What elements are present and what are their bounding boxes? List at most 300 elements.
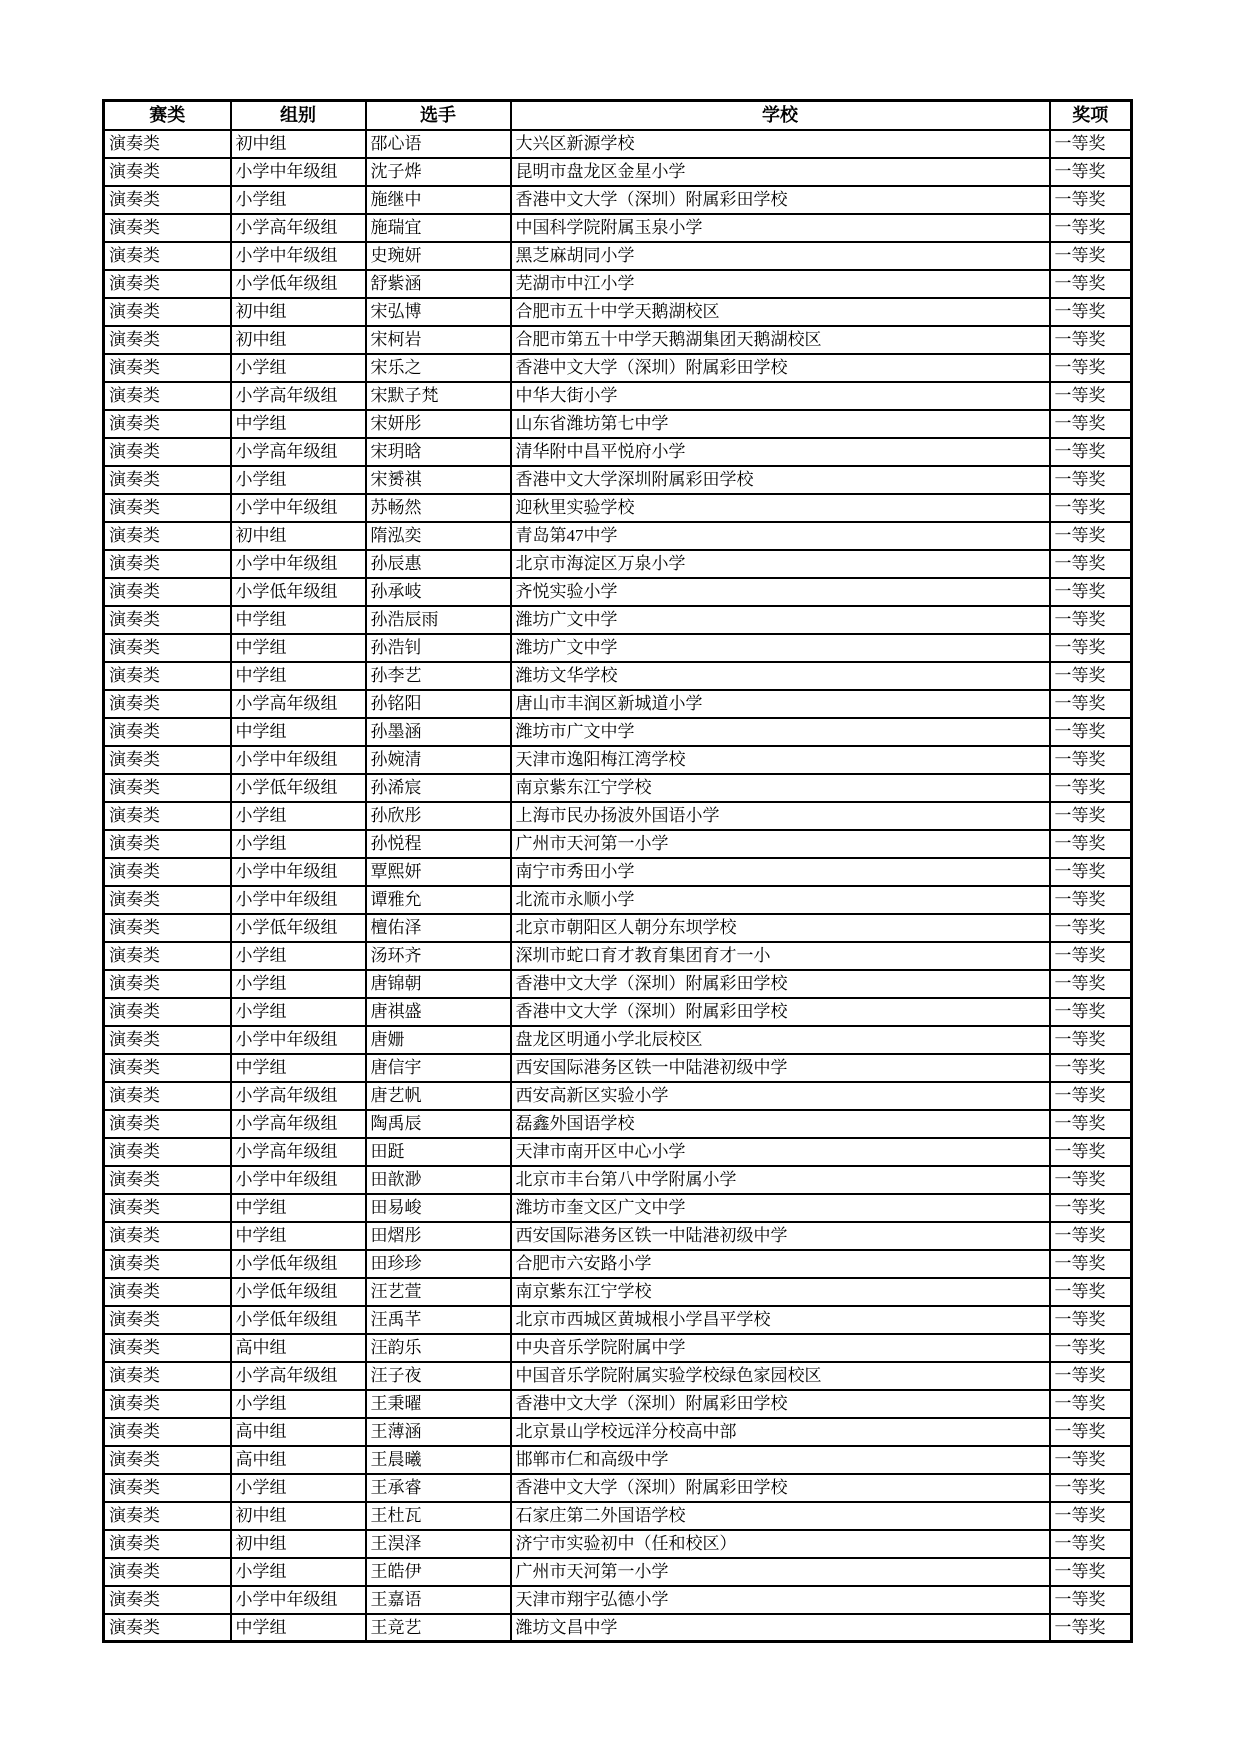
cell-award: 一等奖 (1050, 746, 1132, 774)
cell-award: 一等奖 (1050, 1614, 1132, 1642)
header-category: 赛类 (104, 101, 231, 130)
table-row (104, 494, 1132, 522)
cell-award: 一等奖 (1050, 158, 1132, 186)
table-row (104, 270, 1132, 298)
cell-contestant: 田熠彤 (366, 1222, 511, 1250)
cell-school: 香港中文大学（深圳）附属彩田学校 (511, 186, 1050, 214)
cell-award: 一等奖 (1050, 1390, 1132, 1418)
table-row (104, 1586, 1132, 1614)
table-row (104, 578, 1132, 606)
cell-category: 演奏类 (104, 998, 231, 1026)
cell-award: 一等奖 (1050, 1054, 1132, 1082)
cell-group: 小学中年级组 (231, 158, 366, 186)
cell-category: 演奏类 (104, 774, 231, 802)
cell-group: 小学中年级组 (231, 746, 366, 774)
cell-category: 演奏类 (104, 1530, 231, 1558)
cell-school: 齐悦实验小学 (511, 578, 1050, 606)
cell-contestant: 王皓伊 (366, 1558, 511, 1586)
table-row (104, 1362, 1132, 1390)
table-row (104, 186, 1132, 214)
table-row (104, 718, 1132, 746)
cell-school: 西安高新区实验小学 (511, 1082, 1050, 1110)
cell-award: 一等奖 (1050, 858, 1132, 886)
cell-contestant: 汪艺萱 (366, 1278, 511, 1306)
cell-category: 演奏类 (104, 718, 231, 746)
cell-award: 一等奖 (1050, 410, 1132, 438)
table-row (104, 1138, 1132, 1166)
table-row (104, 1334, 1132, 1362)
cell-category: 演奏类 (104, 494, 231, 522)
cell-contestant: 唐锦朝 (366, 970, 511, 998)
table-row (104, 326, 1132, 354)
cell-category: 演奏类 (104, 1026, 231, 1054)
cell-award: 一等奖 (1050, 802, 1132, 830)
cell-school: 芜湖市中江小学 (511, 270, 1050, 298)
cell-category: 演奏类 (104, 1474, 231, 1502)
cell-award: 一等奖 (1050, 1558, 1132, 1586)
cell-contestant: 王嘉语 (366, 1586, 511, 1614)
cell-category: 演奏类 (104, 382, 231, 410)
cell-contestant: 宋赟祺 (366, 466, 511, 494)
cell-contestant: 孙铭阳 (366, 690, 511, 718)
cell-contestant: 檀佑泽 (366, 914, 511, 942)
cell-category: 演奏类 (104, 1110, 231, 1138)
cell-school: 香港中文大学（深圳）附属彩田学校 (511, 998, 1050, 1026)
cell-category: 演奏类 (104, 914, 231, 942)
cell-group: 小学高年级组 (231, 438, 366, 466)
cell-category: 演奏类 (104, 1362, 231, 1390)
cell-school: 广州市天河第一小学 (511, 1558, 1050, 1586)
cell-award: 一等奖 (1050, 522, 1132, 550)
cell-group: 中学组 (231, 410, 366, 438)
cell-school: 香港中文大学深圳附属彩田学校 (511, 466, 1050, 494)
cell-category: 演奏类 (104, 1194, 231, 1222)
cell-category: 演奏类 (104, 1586, 231, 1614)
cell-category: 演奏类 (104, 578, 231, 606)
cell-school: 山东省潍坊第七中学 (511, 410, 1050, 438)
cell-award: 一等奖 (1050, 354, 1132, 382)
cell-group: 中学组 (231, 718, 366, 746)
cell-category: 演奏类 (104, 1278, 231, 1306)
cell-group: 中学组 (231, 634, 366, 662)
cell-contestant: 沈子烨 (366, 158, 511, 186)
cell-group: 初中组 (231, 522, 366, 550)
cell-school: 迎秋里实验学校 (511, 494, 1050, 522)
cell-contestant: 孙承岐 (366, 578, 511, 606)
cell-contestant: 汪禹芊 (366, 1306, 511, 1334)
cell-category: 演奏类 (104, 942, 231, 970)
cell-category: 演奏类 (104, 1334, 231, 1362)
cell-contestant: 唐信宇 (366, 1054, 511, 1082)
cell-award: 一等奖 (1050, 690, 1132, 718)
table-row (104, 1194, 1132, 1222)
cell-contestant: 孙婉清 (366, 746, 511, 774)
cell-school: 邯郸市仁和高级中学 (511, 1446, 1050, 1474)
cell-group: 小学组 (231, 466, 366, 494)
table-row (104, 774, 1132, 802)
cell-school: 香港中文大学（深圳）附属彩田学校 (511, 970, 1050, 998)
cell-contestant: 王秉曜 (366, 1390, 511, 1418)
table-row (104, 1502, 1132, 1530)
cell-group: 小学组 (231, 186, 366, 214)
table-row (104, 214, 1132, 242)
table-row (104, 1306, 1132, 1334)
cell-contestant: 覃熙妍 (366, 858, 511, 886)
cell-category: 演奏类 (104, 1306, 231, 1334)
header-row (104, 101, 1132, 130)
table-row (104, 1278, 1132, 1306)
cell-award: 一等奖 (1050, 466, 1132, 494)
cell-group: 小学低年级组 (231, 1278, 366, 1306)
cell-award: 一等奖 (1050, 1502, 1132, 1530)
cell-award: 一等奖 (1050, 1306, 1132, 1334)
cell-group: 小学高年级组 (231, 1110, 366, 1138)
cell-school: 中央音乐学院附属中学 (511, 1334, 1050, 1362)
table-row (104, 1390, 1132, 1418)
cell-award: 一等奖 (1050, 1110, 1132, 1138)
cell-contestant: 陶禹辰 (366, 1110, 511, 1138)
table-body (104, 130, 1132, 1642)
cell-award: 一等奖 (1050, 662, 1132, 690)
cell-group: 初中组 (231, 298, 366, 326)
cell-contestant: 王承睿 (366, 1474, 511, 1502)
cell-category: 演奏类 (104, 158, 231, 186)
cell-group: 小学组 (231, 1390, 366, 1418)
cell-contestant: 汪子夜 (366, 1362, 511, 1390)
table-row (104, 1558, 1132, 1586)
header-contestant: 选手 (366, 101, 511, 130)
cell-contestant: 王竞艺 (366, 1614, 511, 1642)
cell-school: 天津市南开区中心小学 (511, 1138, 1050, 1166)
cell-contestant: 宋乐之 (366, 354, 511, 382)
cell-group: 小学高年级组 (231, 1362, 366, 1390)
cell-group: 小学组 (231, 830, 366, 858)
table-row (104, 634, 1132, 662)
cell-group: 小学中年级组 (231, 242, 366, 270)
cell-group: 小学中年级组 (231, 1026, 366, 1054)
cell-award: 一等奖 (1050, 1222, 1132, 1250)
cell-category: 演奏类 (104, 690, 231, 718)
cell-group: 小学中年级组 (231, 858, 366, 886)
cell-school: 南京紫东江宁学校 (511, 1278, 1050, 1306)
cell-award: 一等奖 (1050, 186, 1132, 214)
cell-school: 磊鑫外国语学校 (511, 1110, 1050, 1138)
table-row (104, 1530, 1132, 1558)
cell-school: 合肥市第五十中学天鹅湖集团天鹅湖校区 (511, 326, 1050, 354)
header-award: 奖项 (1050, 101, 1132, 130)
cell-category: 演奏类 (104, 466, 231, 494)
cell-contestant: 汪韵乐 (366, 1334, 511, 1362)
cell-group: 高中组 (231, 1446, 366, 1474)
cell-award: 一等奖 (1050, 1474, 1132, 1502)
cell-category: 演奏类 (104, 550, 231, 578)
cell-contestant: 谭雅允 (366, 886, 511, 914)
table-row (104, 354, 1132, 382)
cell-school: 北京市朝阳区人朝分东坝学校 (511, 914, 1050, 942)
table-row (104, 746, 1132, 774)
cell-school: 北京市丰台第八中学附属小学 (511, 1166, 1050, 1194)
cell-award: 一等奖 (1050, 830, 1132, 858)
cell-award: 一等奖 (1050, 130, 1132, 158)
cell-award: 一等奖 (1050, 1278, 1132, 1306)
table-header (104, 101, 1132, 130)
cell-school: 盘龙区明通小学北辰校区 (511, 1026, 1050, 1054)
cell-school: 中国科学院附属玉泉小学 (511, 214, 1050, 242)
cell-group: 小学组 (231, 942, 366, 970)
cell-award: 一等奖 (1050, 886, 1132, 914)
table-row (104, 1474, 1132, 1502)
cell-category: 演奏类 (104, 662, 231, 690)
cell-category: 演奏类 (104, 1390, 231, 1418)
cell-contestant: 舒紫涵 (366, 270, 511, 298)
cell-contestant: 唐姗 (366, 1026, 511, 1054)
cell-award: 一等奖 (1050, 718, 1132, 746)
cell-award: 一等奖 (1050, 326, 1132, 354)
table-row (104, 1446, 1132, 1474)
cell-contestant: 唐祺盛 (366, 998, 511, 1026)
cell-contestant: 宋默子梵 (366, 382, 511, 410)
cell-school: 天津市翔宇弘德小学 (511, 1586, 1050, 1614)
cell-category: 演奏类 (104, 1502, 231, 1530)
table-row (104, 830, 1132, 858)
cell-school: 北京景山学校远洋分校高中部 (511, 1418, 1050, 1446)
cell-group: 初中组 (231, 1530, 366, 1558)
cell-school: 清华附中昌平悦府小学 (511, 438, 1050, 466)
cell-award: 一等奖 (1050, 1194, 1132, 1222)
table-row (104, 242, 1132, 270)
table-row (104, 914, 1132, 942)
cell-contestant: 史琬妍 (366, 242, 511, 270)
cell-group: 中学组 (231, 1194, 366, 1222)
cell-award: 一等奖 (1050, 1166, 1132, 1194)
cell-group: 小学高年级组 (231, 690, 366, 718)
cell-group: 中学组 (231, 1614, 366, 1642)
cell-award: 一等奖 (1050, 242, 1132, 270)
table-row (104, 858, 1132, 886)
cell-school: 西安国际港务区铁一中陆港初级中学 (511, 1054, 1050, 1082)
cell-category: 演奏类 (104, 886, 231, 914)
cell-group: 小学高年级组 (231, 382, 366, 410)
cell-award: 一等奖 (1050, 1362, 1132, 1390)
cell-award: 一等奖 (1050, 494, 1132, 522)
cell-award: 一等奖 (1050, 774, 1132, 802)
cell-school: 青岛第47中学 (511, 522, 1050, 550)
cell-contestant: 宋妍彤 (366, 410, 511, 438)
table-row (104, 382, 1132, 410)
awards-table-container (102, 99, 1133, 1643)
cell-group: 高中组 (231, 1334, 366, 1362)
table-row (104, 1250, 1132, 1278)
cell-school: 北京市西城区黄城根小学昌平学校 (511, 1306, 1050, 1334)
table-row (104, 1054, 1132, 1082)
cell-school: 唐山市丰润区新城道小学 (511, 690, 1050, 718)
cell-category: 演奏类 (104, 1250, 231, 1278)
cell-group: 小学组 (231, 1558, 366, 1586)
cell-contestant: 唐艺帆 (366, 1082, 511, 1110)
cell-group: 小学高年级组 (231, 214, 366, 242)
cell-award: 一等奖 (1050, 298, 1132, 326)
table-row (104, 1222, 1132, 1250)
cell-school: 天津市逸阳梅江湾学校 (511, 746, 1050, 774)
cell-school: 合肥市六安路小学 (511, 1250, 1050, 1278)
cell-group: 小学组 (231, 354, 366, 382)
table-row (104, 942, 1132, 970)
cell-award: 一等奖 (1050, 214, 1132, 242)
cell-category: 演奏类 (104, 970, 231, 998)
table-row (104, 522, 1132, 550)
cell-group: 中学组 (231, 1222, 366, 1250)
cell-school: 昆明市盘龙区金星小学 (511, 158, 1050, 186)
cell-award: 一等奖 (1050, 606, 1132, 634)
cell-contestant: 王薄涵 (366, 1418, 511, 1446)
cell-school: 潍坊文昌中学 (511, 1614, 1050, 1642)
cell-category: 演奏类 (104, 410, 231, 438)
cell-contestant: 施继中 (366, 186, 511, 214)
cell-award: 一等奖 (1050, 1334, 1132, 1362)
cell-group: 小学中年级组 (231, 550, 366, 578)
cell-group: 小学中年级组 (231, 494, 366, 522)
cell-award: 一等奖 (1050, 1530, 1132, 1558)
cell-award: 一等奖 (1050, 1586, 1132, 1614)
cell-group: 小学高年级组 (231, 1138, 366, 1166)
cell-school: 香港中文大学（深圳）附属彩田学校 (511, 354, 1050, 382)
cell-category: 演奏类 (104, 1082, 231, 1110)
cell-category: 演奏类 (104, 830, 231, 858)
cell-category: 演奏类 (104, 298, 231, 326)
cell-award: 一等奖 (1050, 634, 1132, 662)
cell-group: 小学低年级组 (231, 914, 366, 942)
awards-table (102, 99, 1133, 1643)
table-row (104, 130, 1132, 158)
cell-contestant: 施瑞宜 (366, 214, 511, 242)
cell-category: 演奏类 (104, 130, 231, 158)
cell-contestant: 田歆渺 (366, 1166, 511, 1194)
cell-group: 小学低年级组 (231, 1306, 366, 1334)
cell-group: 小学低年级组 (231, 578, 366, 606)
cell-school: 香港中文大学（深圳）附属彩田学校 (511, 1390, 1050, 1418)
table-row (104, 1026, 1132, 1054)
cell-school: 合肥市五十中学天鹅湖校区 (511, 298, 1050, 326)
cell-school: 香港中文大学（深圳）附属彩田学校 (511, 1474, 1050, 1502)
cell-category: 演奏类 (104, 634, 231, 662)
cell-category: 演奏类 (104, 522, 231, 550)
cell-contestant: 邵心语 (366, 130, 511, 158)
cell-group: 初中组 (231, 1502, 366, 1530)
cell-contestant: 王淏泽 (366, 1530, 511, 1558)
cell-group: 中学组 (231, 1054, 366, 1082)
cell-school: 黑芝麻胡同小学 (511, 242, 1050, 270)
table-row (104, 1418, 1132, 1446)
table-row (104, 158, 1132, 186)
table-row (104, 1082, 1132, 1110)
cell-category: 演奏类 (104, 438, 231, 466)
cell-contestant: 孙欣彤 (366, 802, 511, 830)
cell-contestant: 孙悦程 (366, 830, 511, 858)
cell-award: 一等奖 (1050, 382, 1132, 410)
cell-school: 深圳市蛇口育才教育集团育才一小 (511, 942, 1050, 970)
cell-category: 演奏类 (104, 326, 231, 354)
table-row (104, 606, 1132, 634)
cell-award: 一等奖 (1050, 942, 1132, 970)
cell-group: 小学中年级组 (231, 1586, 366, 1614)
cell-school: 潍坊文华学校 (511, 662, 1050, 690)
cell-award: 一等奖 (1050, 914, 1132, 942)
cell-school: 中国音乐学院附属实验学校绿色家园校区 (511, 1362, 1050, 1390)
table-row (104, 1110, 1132, 1138)
cell-award: 一等奖 (1050, 1250, 1132, 1278)
cell-school: 潍坊广文中学 (511, 634, 1050, 662)
table-row (104, 438, 1132, 466)
cell-group: 中学组 (231, 606, 366, 634)
cell-school: 南宁市秀田小学 (511, 858, 1050, 886)
cell-group: 小学低年级组 (231, 270, 366, 298)
cell-category: 演奏类 (104, 270, 231, 298)
cell-group: 小学组 (231, 802, 366, 830)
table-row (104, 970, 1132, 998)
cell-group: 小学低年级组 (231, 1250, 366, 1278)
cell-group: 中学组 (231, 662, 366, 690)
cell-contestant: 孙浩辰雨 (366, 606, 511, 634)
cell-contestant: 田珍珍 (366, 1250, 511, 1278)
cell-category: 演奏类 (104, 1222, 231, 1250)
cell-category: 演奏类 (104, 354, 231, 382)
cell-award: 一等奖 (1050, 270, 1132, 298)
cell-contestant: 王晨曦 (366, 1446, 511, 1474)
cell-contestant: 孙浩钊 (366, 634, 511, 662)
cell-school: 上海市民办扬波外国语小学 (511, 802, 1050, 830)
cell-school: 潍坊市奎文区广文中学 (511, 1194, 1050, 1222)
table-row (104, 466, 1132, 494)
table-row (104, 690, 1132, 718)
cell-award: 一等奖 (1050, 578, 1132, 606)
cell-category: 演奏类 (104, 1418, 231, 1446)
cell-school: 济宁市实验初中（任和校区） (511, 1530, 1050, 1558)
cell-group: 高中组 (231, 1418, 366, 1446)
cell-school: 石家庄第二外国语学校 (511, 1502, 1050, 1530)
cell-category: 演奏类 (104, 802, 231, 830)
cell-category: 演奏类 (104, 186, 231, 214)
header-group: 组别 (231, 101, 366, 130)
cell-award: 一等奖 (1050, 970, 1132, 998)
table-row (104, 998, 1132, 1026)
cell-group: 小学高年级组 (231, 1082, 366, 1110)
cell-contestant: 孙浠宸 (366, 774, 511, 802)
header-school: 学校 (511, 101, 1050, 130)
cell-category: 演奏类 (104, 746, 231, 774)
cell-school: 潍坊市广文中学 (511, 718, 1050, 746)
cell-contestant: 宋柯岩 (366, 326, 511, 354)
cell-category: 演奏类 (104, 858, 231, 886)
cell-contestant: 隋泓奕 (366, 522, 511, 550)
table-row (104, 802, 1132, 830)
cell-award: 一等奖 (1050, 1446, 1132, 1474)
cell-category: 演奏类 (104, 1614, 231, 1642)
cell-school: 中华大街小学 (511, 382, 1050, 410)
cell-group: 小学中年级组 (231, 886, 366, 914)
cell-contestant: 孙辰惠 (366, 550, 511, 578)
cell-contestant: 汤环齐 (366, 942, 511, 970)
cell-category: 演奏类 (104, 1138, 231, 1166)
cell-group: 初中组 (231, 130, 366, 158)
cell-award: 一等奖 (1050, 1026, 1132, 1054)
cell-school: 西安国际港务区铁一中陆港初级中学 (511, 1222, 1050, 1250)
cell-group: 小学低年级组 (231, 774, 366, 802)
cell-group: 小学组 (231, 1474, 366, 1502)
table-row (104, 1166, 1132, 1194)
cell-contestant: 孙墨涵 (366, 718, 511, 746)
table-row (104, 662, 1132, 690)
cell-award: 一等奖 (1050, 1138, 1132, 1166)
